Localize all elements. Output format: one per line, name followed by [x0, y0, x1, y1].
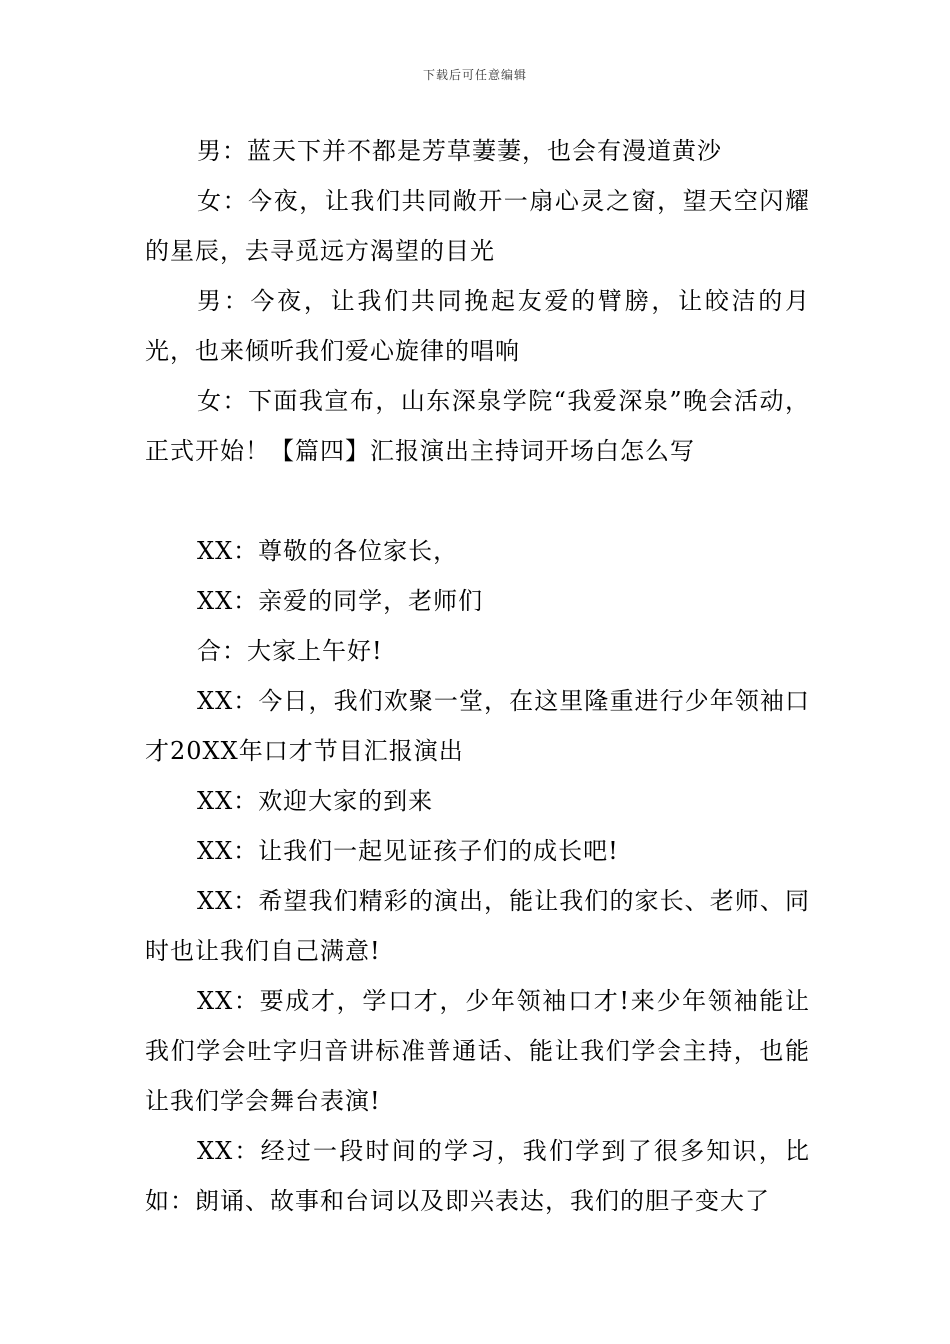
paragraph: XX：要成才，学口才，少年领袖口才!来少年领袖能让我们学会吐字归音讲标准普通话、能让我们学会主持，也能让我们学会舞台表演! [145, 987, 810, 1115]
blank-line [145, 476, 810, 526]
paragraph: 男：蓝天下并不都是芳草萋萋，也会有漫道黄沙 [197, 137, 722, 165]
paragraph: 男：今夜，让我们共同挽起友爱的臂膀，让皎洁的月光，也来倾听我们爱心旋律的唱响 [145, 287, 810, 365]
paragraph: XX：欢迎大家的到来 [197, 787, 434, 815]
paragraph: XX：经过一段时间的学习，我们学到了很多知识，比如：朗诵、故事和台词以及即兴表达，我们的胆子变大了 [145, 1137, 810, 1215]
paragraph: XX：亲爱的同学，老师们 [197, 587, 484, 615]
paragraph: XX：希望我们精彩的演出，能让我们的家长、老师、同时也让我们自己满意! [145, 887, 810, 965]
paragraph: 合：大家上午好! [197, 637, 383, 665]
paragraph: XX：今日，我们欢聚一堂，在这里隆重进行少年领袖口才20XX年口才节目汇报演出 [145, 687, 810, 765]
document-body [145, 126, 810, 1226]
paragraph: XX：让我们一起见证孩子们的成长吧! [197, 837, 619, 865]
paragraph: 女：下面我宣布，山东深泉学院“我爱深泉”晚会活动，正式开始！【篇四】汇报演出主持词开场白怎么写 [145, 387, 810, 465]
paragraph: 女：今夜，让我们共同敞开一扇心灵之窗，望天空闪耀的星辰，去寻觅远方渴望的目光 [145, 187, 810, 265]
paragraph: XX：尊敬的各位家长， [197, 537, 459, 565]
page-header: 下载后可任意编辑 [422, 68, 527, 82]
